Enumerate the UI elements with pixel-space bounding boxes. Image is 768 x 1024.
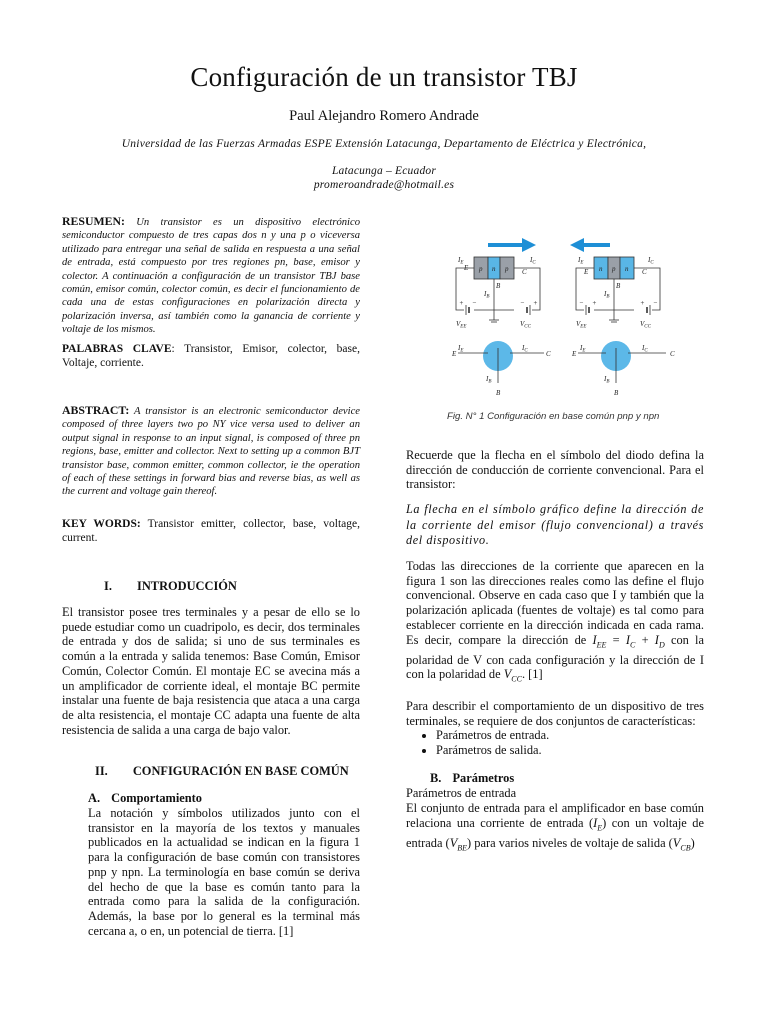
subsection-b-heading (430, 771, 514, 786)
eq-plus: + (635, 632, 649, 647)
eq-ic: $I_C$ (625, 632, 636, 649)
pnp-vee-label: $V_{EE}$ (456, 320, 467, 330)
describir-paragraph: Para describir el comportamiento de un dispositivo de tres terminales, se requiere de dos conjuntos de características: (406, 699, 704, 728)
comportamiento-paragraph: La notación y símbolos utilizados junto con el transistor en la mayoría de los textos y manuales publicados en la actualidad se indican en la figura 1 para la configuración de base común con transistores pnp y npn. La terminología en base común se deriva del hecho de que la base es común tanto para la entrada como para la salida de la configuración. Además, la base por lo general es la terminal más cercana a, o en, un potencial de tierra. [1] (88, 806, 360, 938)
pnp-symbol-b-label: B (496, 389, 501, 397)
resumen-paragraph (62, 215, 360, 337)
todas-text-b: y también que la polarización aplicada (fuentes de voltaje) es tal como para establecer corriente en la dirección indicada en cada rama. Es decir, compare la dirección de (406, 588, 704, 647)
pnp-symbol-ib-label: $I_B$ (486, 375, 492, 385)
pnp-emitter-letter: p (479, 265, 483, 273)
conjunto-text-a: El conjunto de entrada para el amplificador en base común relaciona una corriente de entrada ( (406, 801, 704, 830)
npn-base-letter: p (612, 265, 616, 273)
subsection-b-label: B. (430, 771, 442, 785)
todas-text-c: con la polaridad de V (406, 632, 704, 667)
email-line: promeroandrade@hotmail.es (313, 179, 455, 191)
pnp-symbol-e-label: E (452, 350, 457, 358)
eq-iee: $I_{EE}$ (592, 632, 607, 649)
section-1-title: INTRODUCCIÓN (137, 579, 237, 593)
figure-1-caption: Fig. N° 1 Configuración en base común pnp y npn (447, 411, 660, 422)
pnp-symbol-c-label: C (546, 350, 551, 358)
npn-vcc-label: $V_{CC}$ (640, 320, 651, 330)
pnp-collector-letter: p (505, 265, 509, 273)
affiliation: Universidad de las Fuerzas Armadas ESPE Extensión Latacunga, Departamento de Eléctrica y Electrónica, (121, 138, 647, 150)
palabras-clave-label: PALABRAS CLAVE (62, 343, 172, 355)
npn-symbol-ib-label: $I_B$ (604, 375, 610, 385)
pnp-vcc-plus: + (533, 299, 538, 307)
conjunto-text-c: ) para varios niveles de voltaje de salida ( (467, 835, 673, 850)
palabras-clave-paragraph (62, 342, 360, 370)
npn-vee-plus: + (592, 299, 597, 307)
conjunto-paragraph (406, 801, 704, 856)
pnp-ic-label: $I_C$ (530, 256, 536, 266)
npn-vcc-plus: + (640, 299, 645, 307)
npn-ib-label: $I_B$ (604, 290, 610, 300)
npn-symbol-e-label: E (572, 350, 577, 358)
key-words-label: KEY WORDS: (62, 518, 141, 530)
todas-text-e: . [1] (521, 667, 543, 682)
author-name: Paul Alejandro Romero Andrade (289, 108, 479, 124)
npn-ie-label: $I_E$ (578, 256, 584, 266)
pnp-vee-minus: − (472, 299, 477, 307)
pnp-base-letter: n (492, 265, 496, 273)
npn-symbol-ic-label: $I_C$ (642, 344, 648, 354)
abstract-paragraph (62, 404, 360, 499)
npn-vee-label: $V_{EE}$ (576, 320, 587, 330)
todas-text-d: con la polaridad de (406, 667, 504, 682)
todas-text-c2: con cada configuración y la dirección de I (481, 652, 704, 667)
flecha-quote: La flecha en el símbolo gráfico define la dirección de la corriente del emisor (flujo convencional) a través del dispositivo. (406, 502, 704, 547)
current-direction-arrow-pnp (488, 238, 536, 252)
pnp-ie-label: $I_E$ (458, 256, 464, 266)
section-1-heading (104, 579, 237, 594)
npn-collector-letter: n (625, 265, 629, 273)
eq-vcc: $V_{CC}$ (503, 667, 522, 684)
todas-paragraph (406, 559, 704, 688)
pnp-vcc-label: $V_{CC}$ (520, 320, 531, 330)
pnp-c-label: C (522, 268, 527, 276)
pnp-vcc-minus: − (520, 299, 525, 307)
figure-1-diagram (444, 228, 704, 408)
recuerde-paragraph: Recuerde que la flecha en el símbolo del diodo defina la dirección de conducción de corriente convencional. Para el transistor: (406, 448, 704, 492)
npn-b-label: B (616, 282, 621, 290)
city-line: Latacunga – Ecuador (331, 165, 437, 177)
subsection-a-title: Comportamiento (111, 791, 203, 805)
paper-title: Configuración de un transistor TBJ (190, 62, 578, 92)
todas-text-a: Todas las direcciones de la corriente que aparecen en la figura 1 son las direcciones reales como las define el flujo convencional. Observe en cada caso que I (406, 559, 704, 603)
section-2-heading (95, 764, 349, 779)
npn-c-label: C (642, 268, 647, 276)
resumen-text: Un transistor es un dispositivo electrónico semiconductor compuesto de tres capas dos n y una p o viceversa utilizado para entregar una señal de salida en respuesta a una señal de entrada, está compuesto por tres regiones pn, base, emisor y colector. A continuación a configuración de un transistor TBJ base común, emisor común, colector común, es decir el funcionamiento de cada una de estas configuraciones en polarización directa y polarización inversa, así también como la ganancia de corriente y voltaje de los mismos. (62, 217, 360, 336)
pnp-symbol-ic-label: $I_C$ (522, 344, 528, 354)
npn-e-label: E (584, 268, 589, 276)
section-2-title: CONFIGURACIÓN EN BASE COMÚN (132, 764, 349, 778)
npn-emitter-letter: n (599, 265, 603, 273)
pnp-vee-plus: + (459, 299, 464, 307)
list-item: • Parámetros de entrada. (436, 728, 704, 743)
subsection-a-label: A. (88, 791, 101, 805)
abstract-label: ABSTRACT: (62, 403, 130, 417)
key-words-text: Transistor emitter, collector, base, voltage, current. (62, 518, 360, 544)
subsection-a-heading (88, 791, 202, 806)
npn-symbol-b-label: B (614, 389, 619, 397)
key-words-paragraph (62, 517, 360, 545)
characteristics-list (406, 728, 704, 757)
npn-symbol-ie-label: $I_E$ (580, 344, 586, 354)
parametros-entrada-line: Parámetros de entrada (406, 786, 517, 800)
conjunto-text-d: ) (690, 835, 695, 850)
subsection-b-title: Parámetros (452, 771, 515, 785)
pnp-b-label: B (496, 282, 501, 290)
pnp-symbol-ie-label: $I_E$ (458, 344, 464, 354)
section-1-number: I. (104, 579, 112, 593)
abstract-text: A transistor is an electronic semiconductor device composed of three layers two po NY vice versa used to deliver an output signal in response to an input signal, is composed of three pn regions, base, emitter and collector. Next to setting up a common BJT transistor base, common emitter, common collector, ie the operation of each of these settings in forward bias and reverse bias, as well as the current and voltage gain thereof. (62, 406, 360, 498)
resumen-label: RESUMEN: (62, 214, 125, 228)
npn-ic-label: $I_C$ (648, 256, 654, 266)
intro-paragraph: El transistor posee tres terminales y a pesar de ello se lo puede estudiar como un cuadripolo, es decir, dos terminales de entrada y dos de salida; si uno de sus terminales es común a la entrada y salida tenemos: Base Común, Emisor Común, Colector Común. El montaje EC se avecina más a un amplificador de corriente ideal, el montaje BC permite instalar una fuente de baja resistencia que ataca a una carga de alta resistencia, el montaje CC adapta una fuente de alta resistencia de salida a una carga de bajo valor. (62, 605, 360, 737)
eq-id: $I_D$ (654, 632, 665, 649)
ie-symbol: $I_E$ (593, 815, 603, 833)
vbe-symbol: $V_{BE}$ (449, 835, 468, 853)
pnp-e-label: E (464, 264, 469, 272)
palabras-clave-text: : Transistor, Emisor, colector, base, Voltaje, corriente. (62, 343, 360, 369)
current-direction-arrow-npn (570, 238, 610, 252)
pnp-ib-label: $I_B$ (484, 290, 490, 300)
list-item: • Parámetros de salida. (436, 743, 704, 758)
vcb-symbol: $V_{CB}$ (672, 835, 691, 853)
author-location (0, 164, 768, 192)
npn-symbol-c-label: C (670, 350, 675, 358)
section-2-number: II. (95, 764, 108, 778)
npn-vcc-minus: − (653, 299, 658, 307)
npn-vee-minus: − (579, 299, 584, 307)
conjunto-text-b: ) con un voltaje de entrada ( (406, 815, 704, 850)
eq-equals: = (606, 632, 626, 647)
